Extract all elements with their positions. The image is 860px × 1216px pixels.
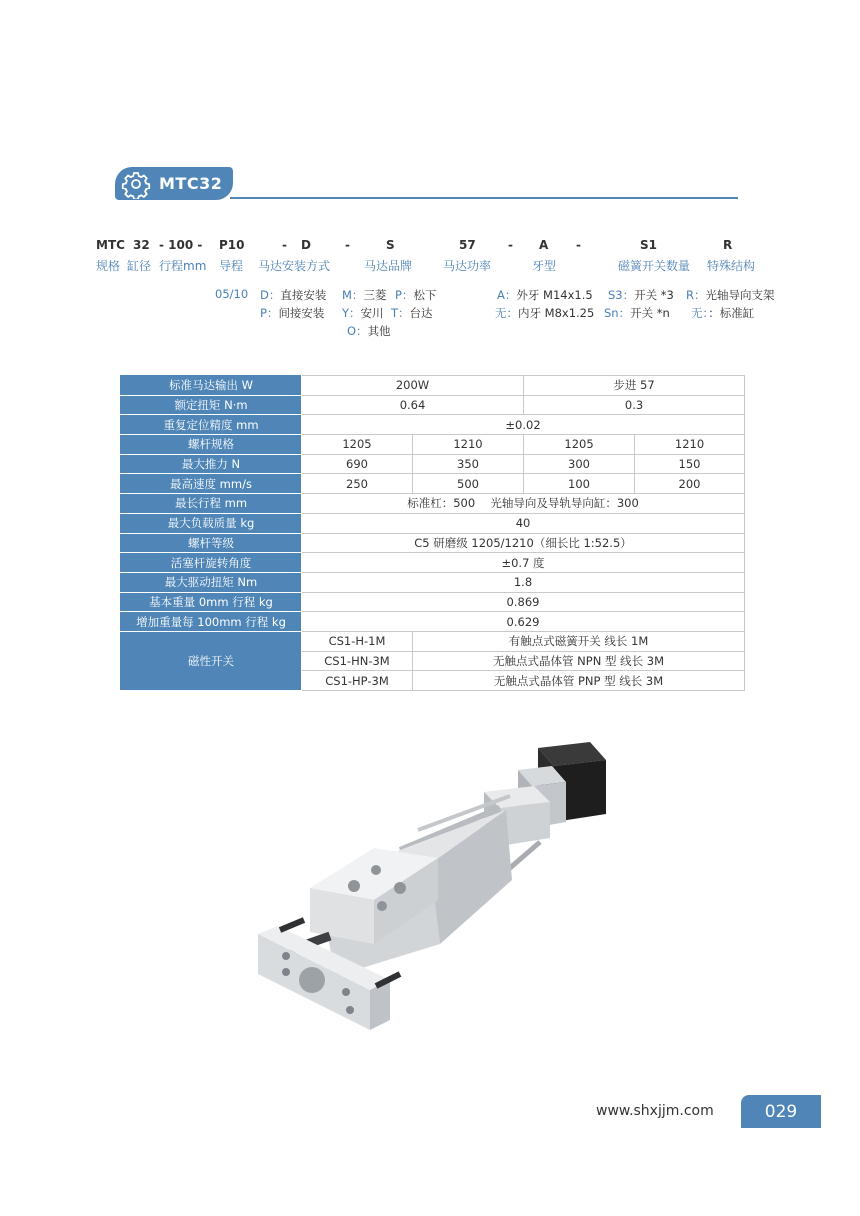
switch-option: Sn：开关 *n: [604, 306, 670, 320]
code-segment: -: [576, 238, 581, 252]
page-number: 029: [741, 1095, 821, 1128]
code-label: 行程mm: [159, 259, 207, 273]
thread-option: A：外牙 M14x1.5: [497, 288, 593, 302]
code-segment: -: [508, 238, 513, 252]
table-cell: ±0.7 度: [302, 553, 745, 573]
table-row: [121, 631, 745, 651]
table-cell: CS1-H-1M: [302, 631, 413, 651]
code-label: 特殊结构: [707, 259, 756, 273]
table-cell: 0.629: [302, 612, 745, 632]
table-cell: 1205: [302, 435, 413, 455]
brand-option: M：三菱: [342, 288, 387, 302]
table-cell: 40: [302, 513, 745, 533]
title-underline: [230, 197, 738, 199]
code-label: 缸径: [127, 259, 152, 273]
thread-option: 无：内牙 M8x1.25: [495, 306, 595, 320]
code-segment: R: [723, 238, 733, 252]
code-segment: A: [539, 238, 549, 252]
table-cell: 无触点式晶体管 PNP 型 线长 3M: [413, 671, 745, 691]
table-cell: 1.8: [302, 572, 745, 592]
table-row: [121, 533, 745, 553]
row-header: 螺杆等级: [121, 533, 302, 553]
code-segment: -: [345, 238, 350, 252]
table-cell: 300: [524, 454, 635, 474]
table-row: [121, 376, 745, 396]
table-row: [121, 513, 745, 533]
table-cell: 0.64: [302, 395, 524, 415]
row-header: 螺杆规格: [121, 435, 302, 455]
code-segment: S: [386, 238, 395, 252]
title-badge: [115, 167, 233, 200]
mount-option: D：直接安装: [260, 288, 327, 302]
table-row: [121, 395, 745, 415]
table-cell: 步进 57: [524, 376, 745, 396]
row-header: 最长行程 mm: [121, 494, 302, 514]
code-segment: 57: [459, 238, 476, 252]
table-cell: 有触点式磁簧开关 线长 1M: [413, 631, 745, 651]
code-label: 牙型: [532, 259, 557, 273]
table-row: [121, 435, 745, 455]
table-cell: CS1-HN-3M: [302, 651, 413, 671]
code-segment: D: [301, 238, 311, 252]
table-row: [121, 553, 745, 573]
gear-icon: [121, 169, 151, 199]
table-cell: 200W: [302, 376, 524, 396]
table-row: [121, 454, 745, 474]
row-header: 最大推力 N: [121, 454, 302, 474]
table-row: [121, 474, 745, 494]
table-cell: 0.3: [524, 395, 745, 415]
row-header: 标准马达输出 W: [121, 376, 302, 396]
table-cell: 500: [413, 474, 524, 494]
table-cell: ±0.02: [302, 415, 745, 435]
page-title: MTC32: [159, 174, 223, 193]
table-cell: 1210: [635, 435, 745, 455]
code-label: 马达安装方式: [258, 259, 331, 273]
row-header: 磁性开关: [121, 631, 302, 690]
table-row: [121, 494, 745, 514]
row-header: 重复定位精度 mm: [121, 415, 302, 435]
brand-option: P：松下: [395, 288, 437, 302]
table-cell: 250: [302, 474, 413, 494]
product-image: [250, 730, 620, 1075]
table-cell: C5 研磨级 1205/1210（细长比 1:52.5）: [302, 533, 745, 553]
special-option: 无：：标准缸: [691, 306, 755, 320]
code-label: 磁簧开关数量: [618, 259, 691, 273]
code-segment: S1: [640, 238, 657, 252]
code-label: 马达功率: [443, 259, 492, 273]
mount-option: P：间接安装: [260, 306, 325, 320]
row-header: 最大负载质量 kg: [121, 513, 302, 533]
table-cell: 350: [413, 454, 524, 474]
code-segment: MTC: [96, 238, 125, 252]
row-header: 活塞杆旋转角度: [121, 553, 302, 573]
table-cell: 1210: [413, 435, 524, 455]
table-cell: 200: [635, 474, 745, 494]
table-row: [121, 592, 745, 612]
brand-option: Y：安川: [342, 306, 384, 320]
row-header: 基本重量 0mm 行程 kg: [121, 592, 302, 612]
row-header: 最大驱动扭矩 Nm: [121, 572, 302, 592]
website-url[interactable]: www.shxjjm.com: [596, 1103, 714, 1119]
code-segment: 32: [133, 238, 150, 252]
table-row: [121, 415, 745, 435]
table-cell: 无触点式晶体管 NPN 型 线长 3M: [413, 651, 745, 671]
table-cell: 690: [302, 454, 413, 474]
brand-option: O：其他: [347, 324, 391, 338]
row-header: 增加重量每 100mm 行程 kg: [121, 612, 302, 632]
switch-option: S3：开关 *3: [608, 288, 674, 302]
code-label: 马达品牌: [364, 259, 413, 273]
table-cell: 标准杠：500 光轴导向及导轨导向缸：300: [302, 494, 745, 514]
table-row: [121, 572, 745, 592]
table-cell: 0.869: [302, 592, 745, 612]
code-label: 导程: [219, 259, 244, 273]
table-cell: 100: [524, 474, 635, 494]
row-header: 额定扭矩 N·m: [121, 395, 302, 415]
special-option: R：光轴导向支架: [686, 288, 775, 302]
table-row: [121, 612, 745, 632]
code-label: 规格: [96, 259, 121, 273]
brand-option: T：台达: [391, 306, 433, 320]
spec-table: [120, 375, 745, 691]
row-header: 最高速度 mm/s: [121, 474, 302, 494]
lead-option: 05/10: [215, 287, 249, 301]
table-cell: 1205: [524, 435, 635, 455]
table-cell: 150: [635, 454, 745, 474]
table-cell: CS1-HP-3M: [302, 671, 413, 691]
code-segment: P10: [219, 238, 245, 252]
code-segment: - 100 -: [159, 238, 203, 252]
code-segment: -: [282, 238, 287, 252]
